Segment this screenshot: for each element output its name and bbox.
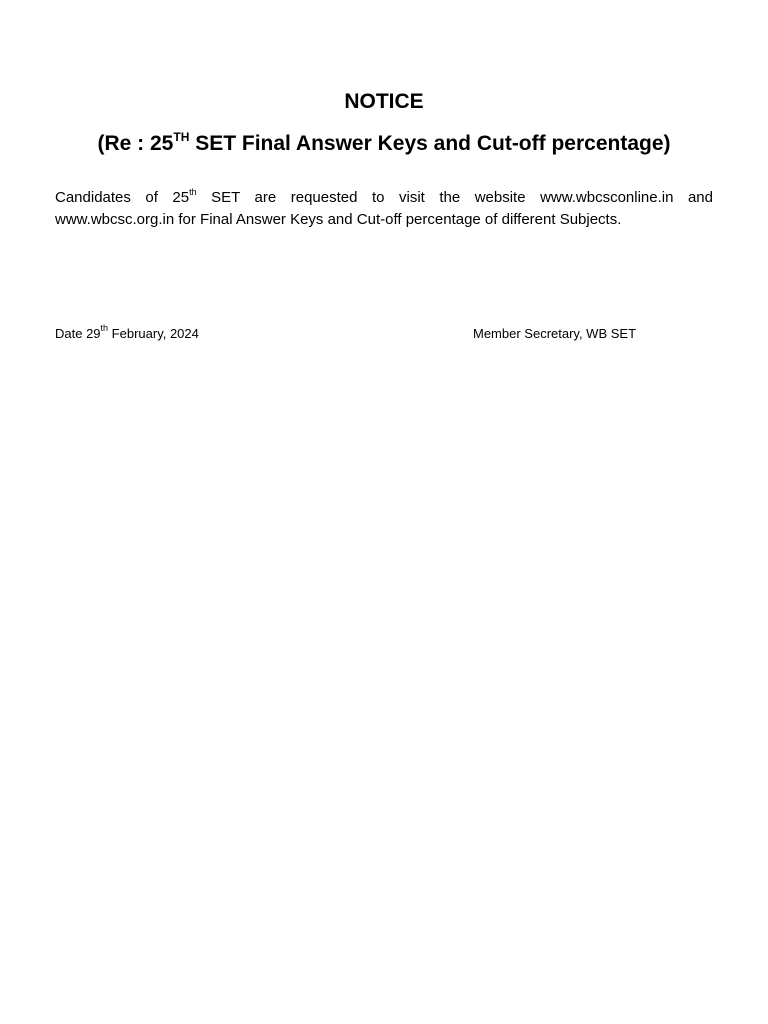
notice-date xyxy=(55,325,199,343)
subtitle-prefix: (Re : 25 xyxy=(97,132,174,155)
body-line-1-superscript: th xyxy=(189,187,197,197)
subtitle-suffix: SET Final Answer Keys and Cut-off percentage) xyxy=(189,132,671,155)
body-line-1-prefix: Candidates of 25 xyxy=(55,189,190,206)
date-prefix: Date 29 xyxy=(55,326,101,341)
date-superscript: th xyxy=(100,323,109,333)
subtitle-superscript: TH xyxy=(173,130,190,144)
body-line-1-suffix: SET are requested to visit the website www.wbcsconline.in and xyxy=(196,189,713,206)
notice-signatory: Member Secretary, WB SET xyxy=(473,326,637,341)
notice-title: NOTICE xyxy=(344,90,424,113)
notice-body xyxy=(55,187,713,231)
body-line-2: www.wbcsc.org.in for Final Answer Keys and Cut-off percentage of different Subjects. xyxy=(55,211,622,228)
notice-subtitle xyxy=(0,130,768,158)
date-suffix: February, 2024 xyxy=(108,326,199,341)
body-line-1 xyxy=(55,187,713,209)
